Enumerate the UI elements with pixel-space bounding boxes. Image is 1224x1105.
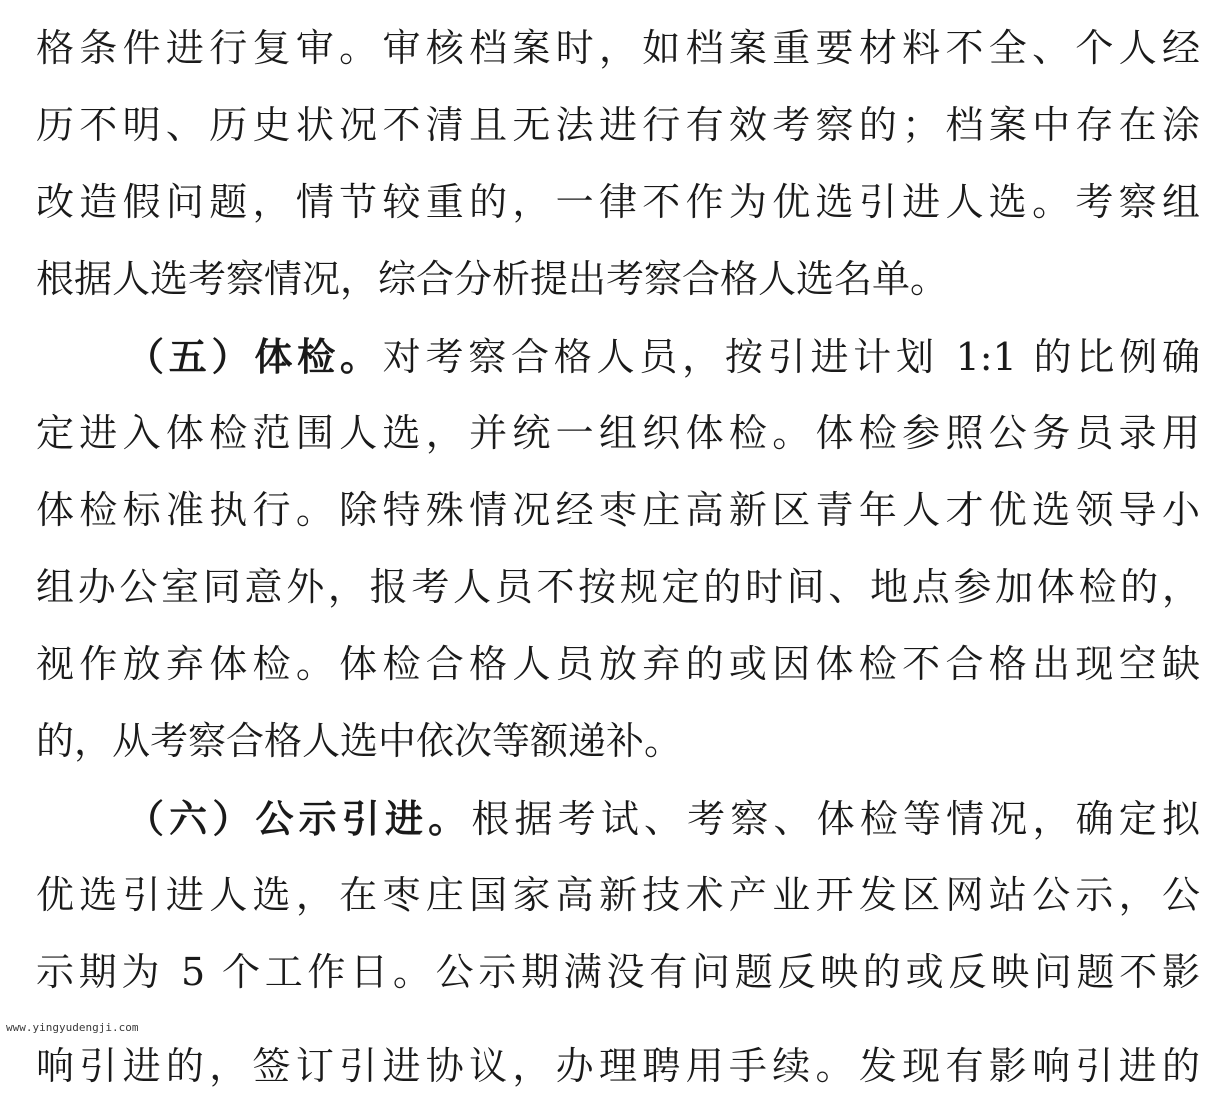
section6-cut-line (0, 1028, 1224, 1088)
section6-heading: （六）公示引进。 (126, 796, 472, 841)
section6-line-3: 示期为 5 个工作日。公示期满没有问题反映的或反映问题不影 (36, 950, 1200, 994)
section6-cut-line-text: 响引进的，签订引进协议，办理聘用手续。发现有影响引进的 (36, 1044, 1200, 1088)
section5-first-line (0, 318, 1224, 395)
paragraph-line-2: 历不明、历史状况不清且无法进行有效考察的；档案中存在涂 (36, 103, 1200, 147)
section5-line-5: 视作放弃体检。体检合格人员放弃的或因体检不合格出现空缺 (36, 642, 1200, 686)
section5-line-2: 定进入体检范围人选，并统一组织体检。体检参照公务员录用 (36, 411, 1200, 455)
section6-first-line (0, 780, 1224, 857)
section5-line-3: 体检标准执行。除特殊情况经枣庄高新区青年人才优选领导小 (36, 488, 1200, 532)
paragraph-line-1: 格条件进行复审。审核档案时，如档案重要材料不全、个人经 (36, 26, 1200, 70)
section6-line-2: 优选引进人选，在枣庄国家高新技术产业开发区网站公示，公 (36, 873, 1200, 917)
section5-line-6: 的，从考察合格人选中依次等额递补。 (36, 719, 683, 763)
section6-first-line-text: 根据考试、考察、体检等情况，确定拟 (471, 797, 1200, 841)
paragraph-line-3: 改造假问题，情节较重的，一律不作为优选引进人选。考察组 (36, 180, 1200, 224)
section5-heading: （五）体检。 (126, 334, 383, 379)
watermark-text: www.yingyudengji.com (6, 1021, 139, 1034)
section5-first-line-text: 对考察合格人员，按引进计划 1:1 的比例确 (382, 335, 1200, 379)
paragraph-line-4: 根据人选考察情况，综合分析提出考察合格人选名单。 (36, 257, 949, 301)
section5-line-4: 组办公室同意外，报考人员不按规定的时间、地点参加体检的， (36, 565, 1200, 609)
